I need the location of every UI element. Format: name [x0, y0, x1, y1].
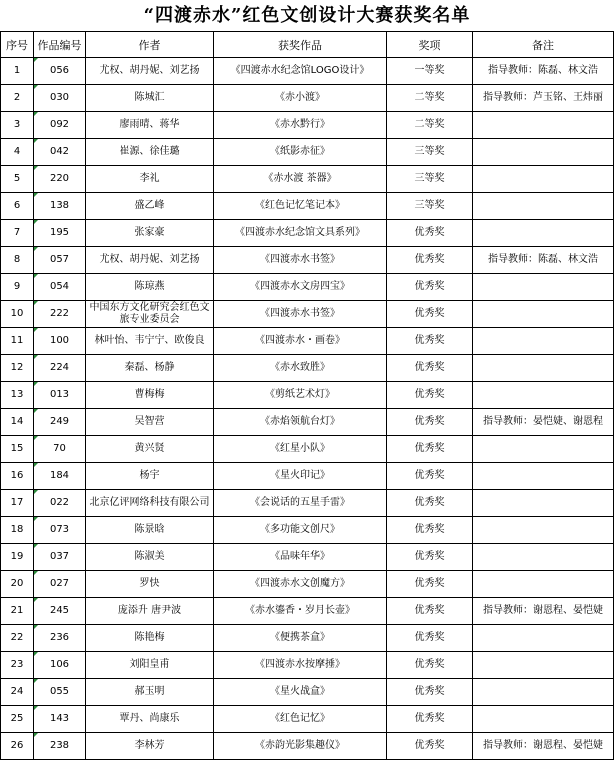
cell-author: 陈淑美: [86, 544, 214, 571]
table-row: [1, 355, 614, 382]
cell-work: 《赤水鎏香・岁月长壶》: [214, 598, 387, 625]
cell-code-text: 022: [49, 497, 70, 508]
cell-code-text: 030: [49, 92, 70, 103]
cell-code-text: 057: [49, 254, 70, 265]
cell-remark: [473, 517, 614, 544]
cell-code: [34, 733, 86, 760]
cell-remark: [473, 355, 614, 382]
cell-work: 《四渡赤水纪念馆LOGO设计》: [214, 58, 387, 85]
cell-remark: [473, 652, 614, 679]
cell-work: 《四渡赤水文房四宝》: [214, 274, 387, 301]
cell-author: 北京亿评网络科技有限公司: [86, 490, 214, 517]
cell-marker-icon: [34, 490, 38, 494]
cell-code: [34, 571, 86, 598]
table-row: [1, 409, 614, 436]
cell-work: 《纸影赤征》: [214, 139, 387, 166]
cell-remark: [473, 490, 614, 517]
cell-code: [34, 193, 86, 220]
cell-remark: 指导教师：陈磊、林文浩: [473, 58, 614, 85]
cell-code-text: 224: [49, 362, 70, 373]
cell-work: 《红色记忆笔记本》: [214, 193, 387, 220]
cell-index: 6: [1, 193, 34, 220]
cell-work: 《四渡赤水按摩捶》: [214, 652, 387, 679]
cell-index: 19: [1, 544, 34, 571]
cell-work: 《赤水黔行》: [214, 112, 387, 139]
cell-author: 张家豪: [86, 220, 214, 247]
cell-remark: [473, 274, 614, 301]
table-row: [1, 625, 614, 652]
cell-prize: 优秀奖: [387, 463, 473, 490]
cell-code: [34, 625, 86, 652]
cell-index: 23: [1, 652, 34, 679]
cell-prize: 三等奖: [387, 193, 473, 220]
cell-work: 《四渡赤水书签》: [214, 301, 387, 328]
cell-remark: 指导教师：陈磊、林文浩: [473, 247, 614, 274]
cell-author: 郝玉明: [86, 679, 214, 706]
table-row: [1, 463, 614, 490]
cell-author: 陈艳梅: [86, 625, 214, 652]
cell-author: 庞添升 唐尹波: [86, 598, 214, 625]
cell-author: 李林芳: [86, 733, 214, 760]
cell-author: 林叶怡、韦宁宁、欧俊良: [86, 328, 214, 355]
awards-table-body: [1, 58, 614, 760]
cell-code-text: 245: [49, 605, 70, 616]
cell-author: 盛乙峰: [86, 193, 214, 220]
cell-prize: 优秀奖: [387, 571, 473, 598]
cell-index: 2: [1, 85, 34, 112]
cell-code: [34, 544, 86, 571]
cell-code: [34, 301, 86, 328]
cell-code-text: 220: [49, 173, 70, 184]
cell-prize: 二等奖: [387, 112, 473, 139]
cell-code: [34, 598, 86, 625]
table-row: [1, 247, 614, 274]
cell-author: 覃丹、尚康乐: [86, 706, 214, 733]
cell-prize: 一等奖: [387, 58, 473, 85]
cell-work: 《星火印记》: [214, 463, 387, 490]
cell-work: 《四渡赤水书签》: [214, 247, 387, 274]
cell-marker-icon: [34, 706, 38, 710]
cell-index: 25: [1, 706, 34, 733]
cell-remark: [473, 139, 614, 166]
cell-prize: 优秀奖: [387, 436, 473, 463]
cell-work: 《四渡赤水・画卷》: [214, 328, 387, 355]
cell-prize: 优秀奖: [387, 733, 473, 760]
cell-author: 罗快: [86, 571, 214, 598]
cell-remark: [473, 301, 614, 328]
cell-prize: 优秀奖: [387, 301, 473, 328]
cell-code-text: 100: [49, 335, 70, 346]
cell-index: 7: [1, 220, 34, 247]
cell-code: [34, 274, 86, 301]
cell-code-text: 222: [49, 308, 70, 319]
cell-author: 崔源、徐佳璐: [86, 139, 214, 166]
cell-code-text: 143: [49, 713, 70, 724]
cell-remark: [473, 382, 614, 409]
cell-remark: [473, 544, 614, 571]
cell-marker-icon: [34, 112, 38, 116]
table-row: [1, 58, 614, 85]
cell-author: 尤权、胡丹妮、刘艺扬: [86, 58, 214, 85]
cell-remark: [473, 220, 614, 247]
cell-remark: 指导教师：芦玉铭、王炜丽: [473, 85, 614, 112]
cell-remark: [473, 166, 614, 193]
cell-index: 15: [1, 436, 34, 463]
cell-prize: 优秀奖: [387, 598, 473, 625]
cell-work: 《红色记忆》: [214, 706, 387, 733]
cell-author: 秦磊、杨静: [86, 355, 214, 382]
cell-marker-icon: [34, 625, 38, 629]
cell-work: 《四渡赤水纪念馆文具系列》: [214, 220, 387, 247]
cell-code-text: 027: [49, 578, 70, 589]
cell-code: [34, 382, 86, 409]
cell-author: 吴智营: [86, 409, 214, 436]
cell-marker-icon: [34, 517, 38, 521]
cell-work: 《四渡赤水文创魔方》: [214, 571, 387, 598]
cell-author: 中国东方文化研究会红色文旅专业委员会: [86, 301, 214, 328]
table-row: [1, 139, 614, 166]
cell-prize: 二等奖: [387, 85, 473, 112]
cell-marker-icon: [34, 166, 38, 170]
cell-work: 《赤小渡》: [214, 85, 387, 112]
cell-index: 12: [1, 355, 34, 382]
cell-code-text: 073: [49, 524, 70, 535]
cell-code-text: 238: [49, 740, 70, 751]
cell-work: 《剪纸艺术灯》: [214, 382, 387, 409]
cell-code: [34, 679, 86, 706]
cell-author: 尤权、胡丹妮、刘艺扬: [86, 247, 214, 274]
cell-index: 13: [1, 382, 34, 409]
table-row: [1, 679, 614, 706]
cell-marker-icon: [34, 571, 38, 575]
cell-index: 20: [1, 571, 34, 598]
cell-code-text: 092: [49, 119, 70, 130]
header-work: 获奖作品: [214, 32, 387, 58]
table-row: [1, 193, 614, 220]
cell-marker-icon: [34, 436, 38, 440]
cell-author: 刘阳皇甫: [86, 652, 214, 679]
table-row: [1, 598, 614, 625]
cell-index: 22: [1, 625, 34, 652]
table-row: [1, 328, 614, 355]
cell-prize: 优秀奖: [387, 409, 473, 436]
cell-prize: 优秀奖: [387, 247, 473, 274]
cell-work: 《赤焰领航台灯》: [214, 409, 387, 436]
cell-work: 《赤水致胜》: [214, 355, 387, 382]
cell-index: 26: [1, 733, 34, 760]
cell-code: [34, 58, 86, 85]
cell-index: 4: [1, 139, 34, 166]
header-code: 作品编号: [34, 32, 86, 58]
cell-code: [34, 355, 86, 382]
cell-index: 5: [1, 166, 34, 193]
cell-code-text: 054: [49, 281, 70, 292]
cell-prize: 优秀奖: [387, 328, 473, 355]
cell-remark: [473, 436, 614, 463]
cell-index: 9: [1, 274, 34, 301]
cell-author: 陈景晗: [86, 517, 214, 544]
cell-remark: [473, 679, 614, 706]
cell-prize: 优秀奖: [387, 706, 473, 733]
header-prize: 奖项: [387, 32, 473, 58]
cell-index: 14: [1, 409, 34, 436]
cell-code-text: 013: [49, 389, 70, 400]
cell-author: 廖雨晴、蒋华: [86, 112, 214, 139]
table-row: [1, 274, 614, 301]
cell-code: [34, 220, 86, 247]
page-title: “四渡赤水”红色文创设计大赛获奖名单: [143, 5, 471, 26]
table-row: [1, 571, 614, 598]
cell-prize: 优秀奖: [387, 652, 473, 679]
cell-author: 陈琼燕: [86, 274, 214, 301]
table-row: [1, 112, 614, 139]
cell-remark: [473, 328, 614, 355]
cell-work: 《会说话的五星手雷》: [214, 490, 387, 517]
cell-marker-icon: [34, 220, 38, 224]
cell-code-text: 037: [49, 551, 70, 562]
cell-code-text: 138: [49, 200, 70, 211]
cell-author: 李礼: [86, 166, 214, 193]
cell-code-text: 055: [49, 686, 70, 697]
cell-prize: 优秀奖: [387, 517, 473, 544]
cell-code-text: 195: [49, 227, 70, 238]
table-row: [1, 652, 614, 679]
cell-marker-icon: [34, 409, 38, 413]
cell-marker-icon: [34, 544, 38, 548]
header-row: [1, 32, 614, 58]
cell-code-text: 184: [49, 470, 70, 481]
cell-code: [34, 517, 86, 544]
cell-marker-icon: [34, 58, 38, 62]
cell-marker-icon: [34, 463, 38, 467]
cell-code: [34, 706, 86, 733]
cell-author: 曹梅梅: [86, 382, 214, 409]
cell-marker-icon: [34, 382, 38, 386]
cell-index: 17: [1, 490, 34, 517]
cell-work: 《星火战盒》: [214, 679, 387, 706]
cell-marker-icon: [34, 139, 38, 143]
cell-prize: 优秀奖: [387, 220, 473, 247]
cell-code: [34, 652, 86, 679]
cell-remark: [473, 193, 614, 220]
cell-prize: 优秀奖: [387, 355, 473, 382]
cell-code: [34, 247, 86, 274]
table-row: [1, 301, 614, 328]
cell-marker-icon: [34, 679, 38, 683]
cell-code: [34, 409, 86, 436]
cell-index: 11: [1, 328, 34, 355]
cell-code: [34, 139, 86, 166]
cell-marker-icon: [34, 274, 38, 278]
cell-index: 18: [1, 517, 34, 544]
table-row: [1, 166, 614, 193]
cell-work: 《便携茶盒》: [214, 625, 387, 652]
cell-index: 21: [1, 598, 34, 625]
cell-index: 3: [1, 112, 34, 139]
cell-marker-icon: [34, 247, 38, 251]
table-row: [1, 517, 614, 544]
cell-prize: 三等奖: [387, 166, 473, 193]
cell-remark: 指导教师：谢恩程、晏恺婕: [473, 733, 614, 760]
cell-prize: 优秀奖: [387, 382, 473, 409]
cell-prize: 优秀奖: [387, 490, 473, 517]
cell-work: 《红星小队》: [214, 436, 387, 463]
cell-author: 黄兴贤: [86, 436, 214, 463]
cell-remark: [473, 463, 614, 490]
cell-work: 《多功能文创尺》: [214, 517, 387, 544]
cell-prize: 优秀奖: [387, 274, 473, 301]
cell-marker-icon: [34, 733, 38, 737]
cell-remark: [473, 706, 614, 733]
cell-code-text: 249: [49, 416, 70, 427]
cell-marker-icon: [34, 85, 38, 89]
cell-marker-icon: [34, 301, 38, 305]
cell-prize: 优秀奖: [387, 625, 473, 652]
cell-remark: [473, 625, 614, 652]
header-author: 作者: [86, 32, 214, 58]
cell-index: 24: [1, 679, 34, 706]
table-row: [1, 706, 614, 733]
cell-code-text: 236: [49, 632, 70, 643]
cell-remark: 指导教师：晏恺婕、谢恩程: [473, 409, 614, 436]
cell-prize: 优秀奖: [387, 679, 473, 706]
cell-index: 1: [1, 58, 34, 85]
cell-code-text: 106: [49, 659, 70, 670]
cell-author: 杨宇: [86, 463, 214, 490]
cell-work: 《品味年华》: [214, 544, 387, 571]
cell-index: 10: [1, 301, 34, 328]
cell-code-text: 056: [49, 65, 70, 76]
table-row: [1, 382, 614, 409]
cell-code-text: 70: [53, 443, 66, 454]
header-index: 序号: [1, 32, 34, 58]
cell-code: [34, 436, 86, 463]
table-row: [1, 436, 614, 463]
awards-table: [0, 31, 614, 760]
cell-prize: 三等奖: [387, 139, 473, 166]
cell-work: 《赤韵光影集趣仪》: [214, 733, 387, 760]
cell-author: 陈城汇: [86, 85, 214, 112]
cell-marker-icon: [34, 355, 38, 359]
header-remark: 备注: [473, 32, 614, 58]
cell-remark: 指导教师：谢恩程、晏恺婕: [473, 598, 614, 625]
cell-remark: [473, 112, 614, 139]
cell-code: [34, 328, 86, 355]
cell-code: [34, 166, 86, 193]
cell-index: 8: [1, 247, 34, 274]
cell-marker-icon: [34, 598, 38, 602]
cell-prize: 优秀奖: [387, 544, 473, 571]
cell-marker-icon: [34, 328, 38, 332]
cell-code: [34, 490, 86, 517]
cell-marker-icon: [34, 193, 38, 197]
cell-work: 《赤水渡 茶器》: [214, 166, 387, 193]
table-row: [1, 85, 614, 112]
cell-code-text: 042: [49, 146, 70, 157]
table-row: [1, 544, 614, 571]
table-row: [1, 490, 614, 517]
cell-code: [34, 112, 86, 139]
cell-code: [34, 463, 86, 490]
cell-remark: [473, 571, 614, 598]
cell-code: [34, 85, 86, 112]
table-row: [1, 220, 614, 247]
table-row: [1, 733, 614, 760]
cell-marker-icon: [34, 652, 38, 656]
cell-index: 16: [1, 463, 34, 490]
